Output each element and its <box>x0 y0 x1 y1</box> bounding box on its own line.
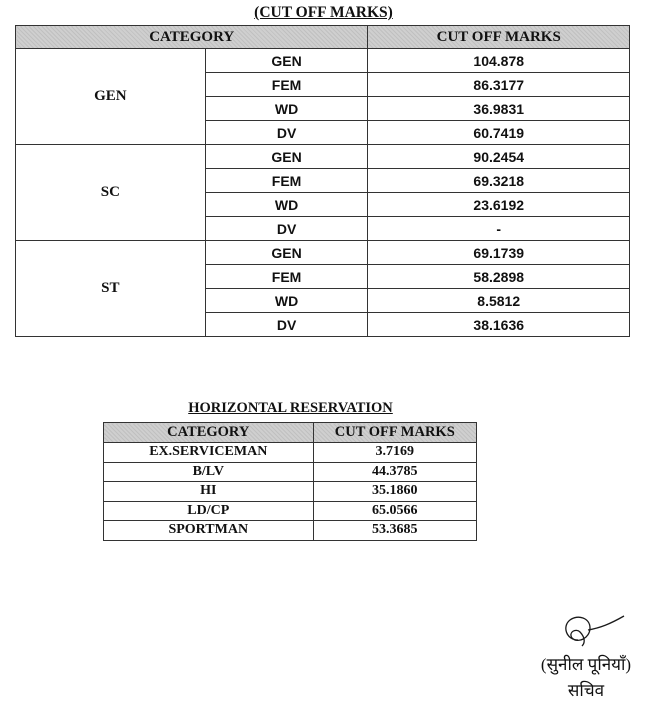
cutoff-value-cell: 36.9831 <box>368 97 630 121</box>
cutoff-value-cell: 38.1636 <box>368 313 630 337</box>
cutoff-value-cell: 69.1739 <box>368 241 630 265</box>
cutoff-value-cell: 90.2454 <box>368 145 630 169</box>
category-header: CATEGORY <box>16 26 368 49</box>
subcategory-cell: FEM <box>205 265 368 289</box>
subcategory-cell: WD <box>205 97 368 121</box>
subcategory-cell: GEN <box>205 49 368 73</box>
cutoff-value-cell: 104.878 <box>368 49 630 73</box>
hr-cutoff-value-cell: 44.3785 <box>313 462 476 482</box>
subcategory-cell: WD <box>205 289 368 313</box>
cutoff-marks-header: CUT OFF MARKS <box>368 26 630 49</box>
cutoff-value-cell: - <box>368 217 630 241</box>
cutoff-value-cell: 69.3218 <box>368 169 630 193</box>
hr-category-cell: HI <box>104 482 314 502</box>
cutoff-value-cell: 8.5812 <box>368 289 630 313</box>
table-row <box>104 482 477 502</box>
category-cell: ST <box>16 241 206 337</box>
table-row <box>16 241 630 265</box>
horizontal-reservation-title: HORIZONTAL RESERVATION <box>188 400 393 416</box>
table-row <box>104 443 477 463</box>
cutoff-marks-table <box>15 25 630 337</box>
hr-category-cell: LD/CP <box>104 501 314 521</box>
table-row <box>104 462 477 482</box>
table-row <box>104 501 477 521</box>
hr-category-cell: B/LV <box>104 462 314 482</box>
cutoff-value-cell: 58.2898 <box>368 265 630 289</box>
cutoff-table-title: (CUT OFF MARKS) <box>254 4 393 21</box>
subcategory-cell: WD <box>205 193 368 217</box>
hr-category-cell: SPORTMAN <box>104 521 314 541</box>
subcategory-cell: DV <box>205 121 368 145</box>
hr-cutoff-value-cell: 65.0566 <box>313 501 476 521</box>
signatory-name: (सुनील पूनियाँ) <box>540 655 632 674</box>
subcategory-cell: GEN <box>205 145 368 169</box>
subcategory-cell: FEM <box>205 73 368 97</box>
signature-mark <box>548 610 636 656</box>
cutoff-value-cell: 60.7419 <box>368 121 630 145</box>
cutoff-value-cell: 86.3177 <box>368 73 630 97</box>
table-row <box>104 521 477 541</box>
hr-cutoff-marks-header: CUT OFF MARKS <box>313 423 476 443</box>
subcategory-cell: DV <box>205 217 368 241</box>
table-row <box>16 145 630 169</box>
subcategory-cell: DV <box>205 313 368 337</box>
hr-cutoff-value-cell: 3.7169 <box>313 443 476 463</box>
table-row <box>16 49 630 73</box>
signatory-designation: सचिव <box>567 681 605 700</box>
hr-category-header: CATEGORY <box>104 423 314 443</box>
hr-category-cell: EX.SERVICEMAN <box>104 443 314 463</box>
hr-cutoff-value-cell: 53.3685 <box>313 521 476 541</box>
category-cell: SC <box>16 145 206 241</box>
subcategory-cell: GEN <box>205 241 368 265</box>
subcategory-cell: FEM <box>205 169 368 193</box>
horizontal-reservation-table <box>103 422 477 541</box>
category-cell: GEN <box>16 49 206 145</box>
cutoff-value-cell: 23.6192 <box>368 193 630 217</box>
hr-cutoff-value-cell: 35.1860 <box>313 482 476 502</box>
